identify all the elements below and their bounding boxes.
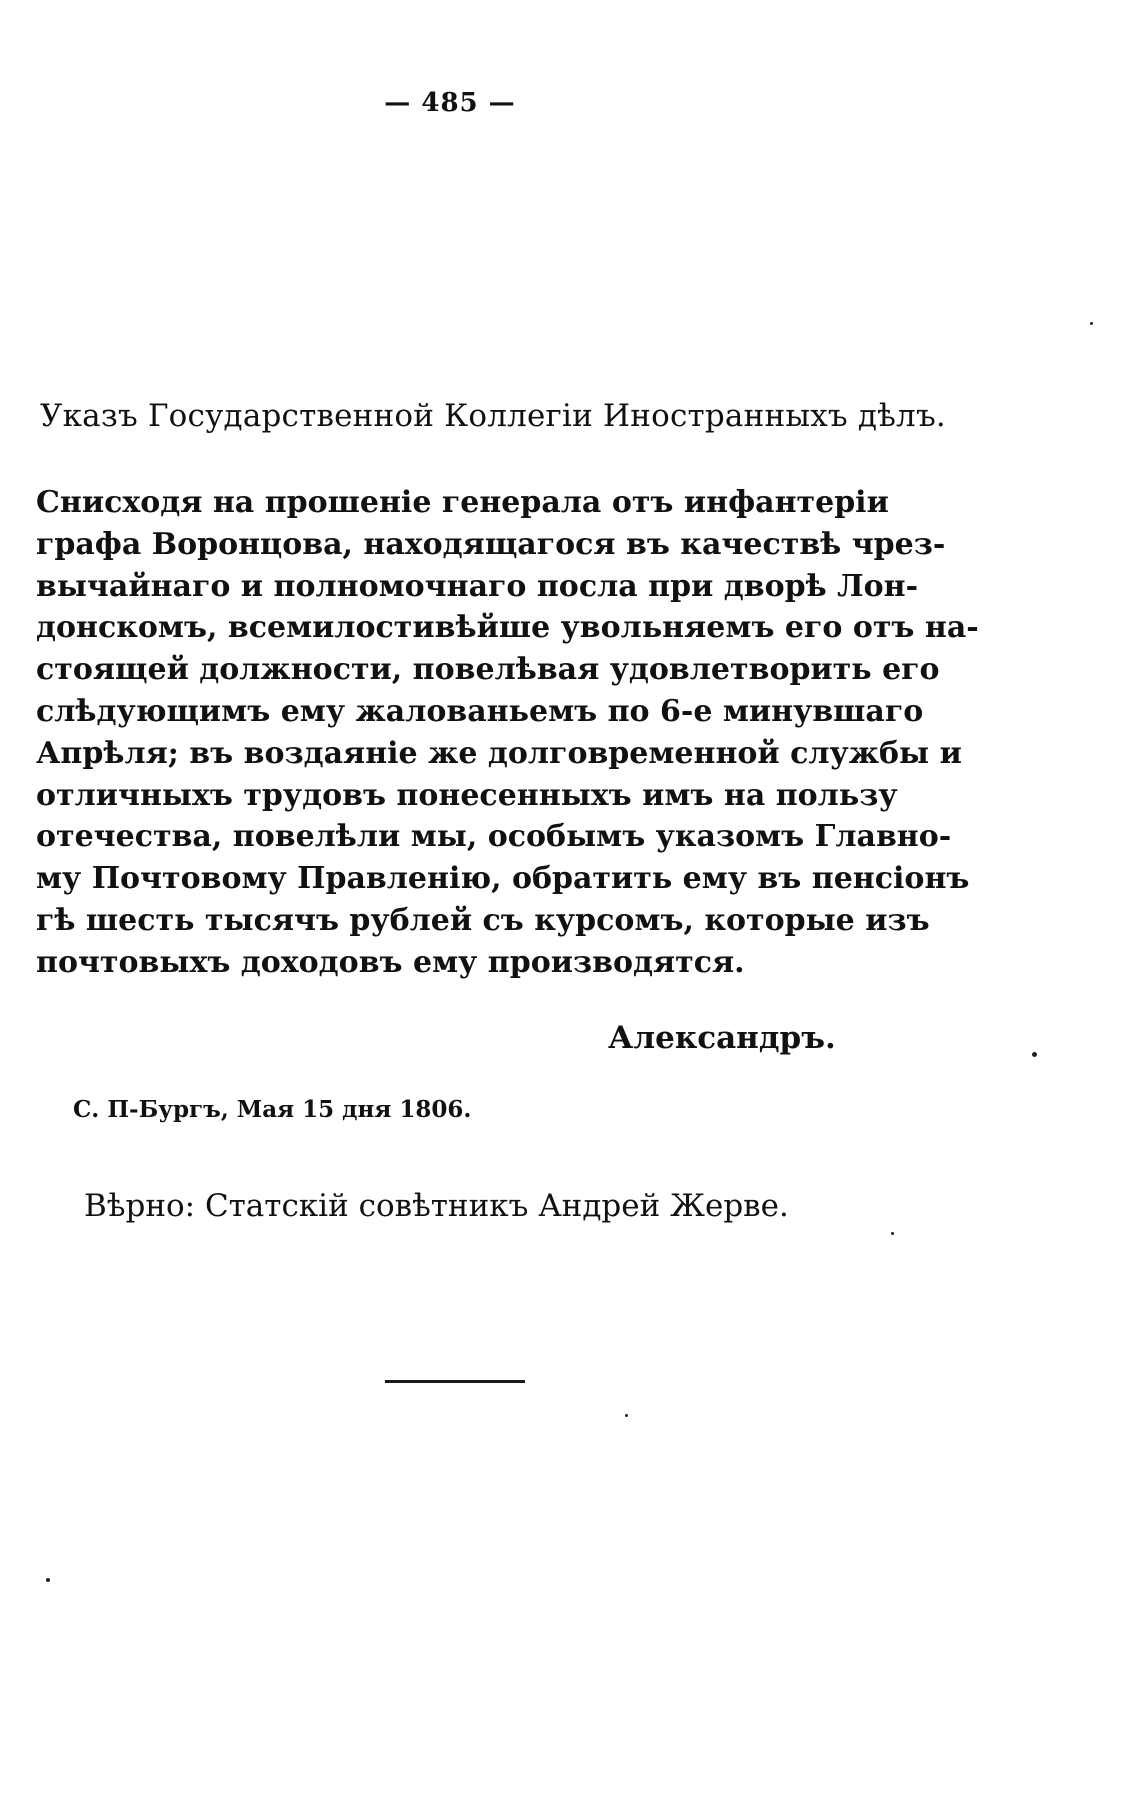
body-line: стоящей должности, повелѣвая удовлетворить его	[36, 652, 940, 688]
scan-speck	[1032, 1052, 1037, 1057]
body-line: отечества, повелѣли мы, особымъ указомъ Главно-	[36, 819, 952, 855]
body-line: Снисходя на прошеніе генерала отъ инфантеріи	[36, 485, 889, 520]
date-line: С. П-Бургъ, Мая 15 дня 1806.	[73, 1096, 472, 1123]
body-line: гѣ шесть тысячъ рублей съ курсомъ, которые изъ	[36, 902, 930, 938]
page-number: — 485 —	[384, 88, 516, 118]
body-line: отличныхъ трудовъ понесенныхъ имъ на пользу	[36, 777, 898, 813]
closing-rule	[385, 1380, 525, 1383]
scan-speck	[1090, 322, 1093, 325]
body-line: му Почтовому Правленію, обратить ему въ пенсіонъ	[36, 861, 970, 897]
signature: Александръ.	[608, 1020, 836, 1056]
decree-title: Указъ Государственной Коллегіи Иностранныхъ дѣлъ.	[40, 398, 946, 434]
body-line: почтовыхъ доходовъ ему производятся.	[36, 944, 745, 980]
certification-line: Вѣрно: Статскій совѣтникъ Андрей Жерве.	[84, 1188, 789, 1224]
decree-body	[36, 482, 979, 984]
scan-speck	[625, 1414, 628, 1417]
body-line: вычайнаго и полномочнаго посла при дворѣ Лон-	[36, 568, 919, 604]
body-line: слѣдующимъ ему жалованьемъ по 6-е минувшаго	[36, 693, 924, 729]
body-line: Апрѣля; въ воздаяніе же долговременной службы и	[36, 735, 962, 771]
scan-speck	[891, 1232, 894, 1235]
body-line: графа Воронцова, находящагося въ качествѣ чрез-	[36, 526, 946, 562]
body-line: донскомъ, всемилостивѣйше увольняемъ его отъ на-	[36, 610, 979, 646]
scan-speck	[46, 1578, 50, 1582]
